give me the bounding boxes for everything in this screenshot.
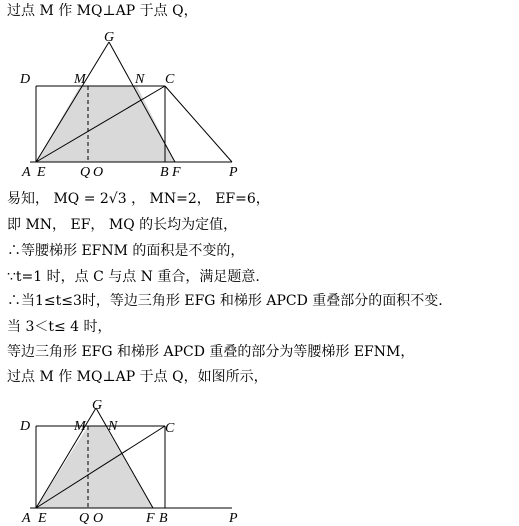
label-q: Q [80, 165, 91, 180]
label-d: D [20, 419, 31, 434]
label-m: M [74, 72, 86, 87]
label-a: A [22, 511, 31, 526]
segment-cp [165, 86, 232, 162]
label-p: P [229, 511, 238, 526]
label-b: B [160, 165, 169, 180]
label-f: F [172, 165, 181, 180]
label-n: N [108, 419, 118, 434]
label-e: E [38, 511, 47, 526]
text-line-2: 即 MN， EF， MQ 的长均为定值， [7, 217, 238, 233]
text-line-3: ∴等腰梯形 EFNM 的面积是不变的， [7, 243, 245, 259]
figure-1 [0, 22, 519, 187]
label-a: A [22, 165, 31, 180]
text-line-6: 当 3＜t≤ 4 时， [7, 319, 112, 335]
text-line-1: 易知， MQ = 2√3 ， MN=2， EF=6， [7, 191, 270, 207]
label-n: N [135, 72, 145, 87]
text-line-4: ∵t=1 时，点 C 与点 N 重合，满足题意. [7, 269, 260, 285]
shaded-trapezoid-efnm [36, 426, 153, 508]
label-d: D [20, 72, 31, 87]
label-c: C [165, 421, 175, 436]
figure-2 [0, 396, 519, 526]
label-b: B [159, 511, 168, 526]
label-c: C [165, 72, 175, 87]
label-m: M [74, 419, 86, 434]
text-line-7: 等边三角形 EFG 和梯形 APCD 重叠的部分为等腰梯形 EFNM， [7, 344, 415, 360]
label-g: G [92, 398, 103, 413]
label-p: P [229, 165, 238, 180]
label-q: Q [79, 511, 90, 526]
label-o: O [93, 511, 104, 526]
label-g: G [104, 30, 115, 45]
label-e: E [37, 165, 46, 180]
text-line-5: ∴当1≤t≤3时，等边三角形 EFG 和梯形 APCD 重叠部分的面积不变. [7, 293, 443, 309]
line-top: 过点 M 作 MQ⊥AP 于点 Q， [7, 3, 198, 19]
label-o: O [93, 165, 104, 180]
label-f: F [146, 511, 155, 526]
text-line-8: 过点 M 作 MQ⊥AP 于点 Q，如图所示， [7, 369, 268, 385]
